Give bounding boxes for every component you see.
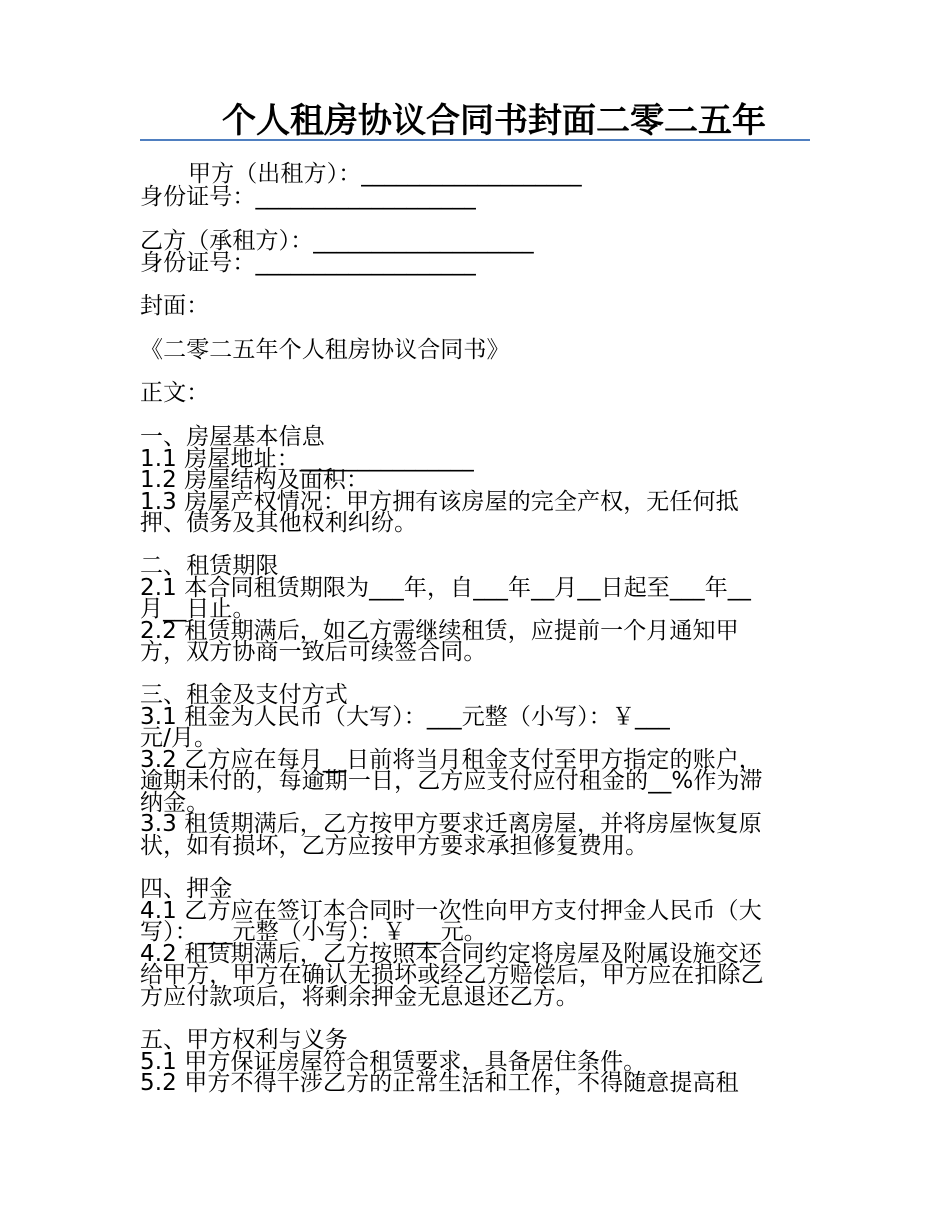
section-heading: 一、房屋基本信息 xyxy=(140,424,325,450)
clause-line: 1.1 房屋地址：_______________ xyxy=(140,446,474,472)
clause-line: 3.1 租金为人民币（大写）：___元整（小写）：￥___ xyxy=(140,704,670,730)
clause-line: 月__日止。 xyxy=(140,596,256,622)
party-b-id-line: 身份证号：___________________ xyxy=(140,250,476,276)
clause-line: 纳金。 xyxy=(140,790,210,816)
clause-line: 2.1 本合同租赁期限为___年，自___年__月__日起至___年__ xyxy=(140,575,751,601)
clause-line: 方应付款项后，将剩余押金无息退还乙方。 xyxy=(140,984,579,1010)
section-heading: 二、租赁期限 xyxy=(140,553,279,579)
body-label: 正文： xyxy=(140,380,210,406)
clause-line: 元/月。 xyxy=(140,725,218,751)
section-heading: 四、押金 xyxy=(140,876,233,902)
clause-line: 逾期未付的，每逾期一日，乙方应支付应付租金的__%作为滞 xyxy=(140,768,763,794)
clause-line: 状，如有损坏，乙方应按甲方要求承担修复费用。 xyxy=(140,833,649,859)
section-heading: 三、租金及支付方式 xyxy=(140,682,348,708)
clause-line: 3.3 租赁期满后，乙方按甲方要求迁离房屋，并将房屋恢复原 xyxy=(140,811,762,837)
section-heading: 五、甲方权利与义务 xyxy=(140,1027,348,1053)
clause-line: 1.3 房屋产权情况：甲方拥有该房屋的完全产权，无任何抵 xyxy=(140,489,739,515)
clause-line: 给甲方，甲方在确认无损坏或经乙方赔偿后，甲方应在扣除乙 xyxy=(140,962,764,988)
clause-line: 写）：___元整（小写）：￥___元。 xyxy=(140,919,487,945)
document-title: 个人租房协议合同书封面二零二五年 xyxy=(222,101,766,141)
title-underline xyxy=(140,139,810,141)
clause-line: 方，双方协商一致后可续签合同。 xyxy=(140,639,487,665)
clause-line: 1.2 房屋结构及面积： xyxy=(140,467,370,493)
cover-label: 封面： xyxy=(140,293,210,319)
clause-line: 4.1 乙方应在签订本合同时一次性向甲方支付押金人民币（大 xyxy=(140,898,762,924)
clause-line: 押、债务及其他权利纠纷。 xyxy=(140,510,418,536)
party-b-line: 乙方（承租方）：___________________ xyxy=(140,228,534,254)
party-a-line: 甲方（出租方）：___________________ xyxy=(188,161,582,187)
clause-line: 3.2 乙方应在每月__日前将当月租金支付至甲方指定的账户， xyxy=(140,747,762,773)
party-a-id-line: 身份证号：___________________ xyxy=(140,184,476,210)
clause-line: 5.1 甲方保证房屋符合租赁要求，具备居住条件。 xyxy=(140,1049,647,1075)
clause-line: 2.2 租赁期满后，如乙方需继续租赁，应提前一个月通知甲 xyxy=(140,618,739,644)
clause-line: 4.2 租赁期满后，乙方按照本合同约定将房屋及附属设施交还 xyxy=(140,941,762,967)
clause-line: 5.2 甲方不得干涉乙方的正常生活和工作，不得随意提高租 xyxy=(140,1070,739,1096)
cover-title: 《二零二五年个人租房协议合同书》 xyxy=(140,337,510,363)
